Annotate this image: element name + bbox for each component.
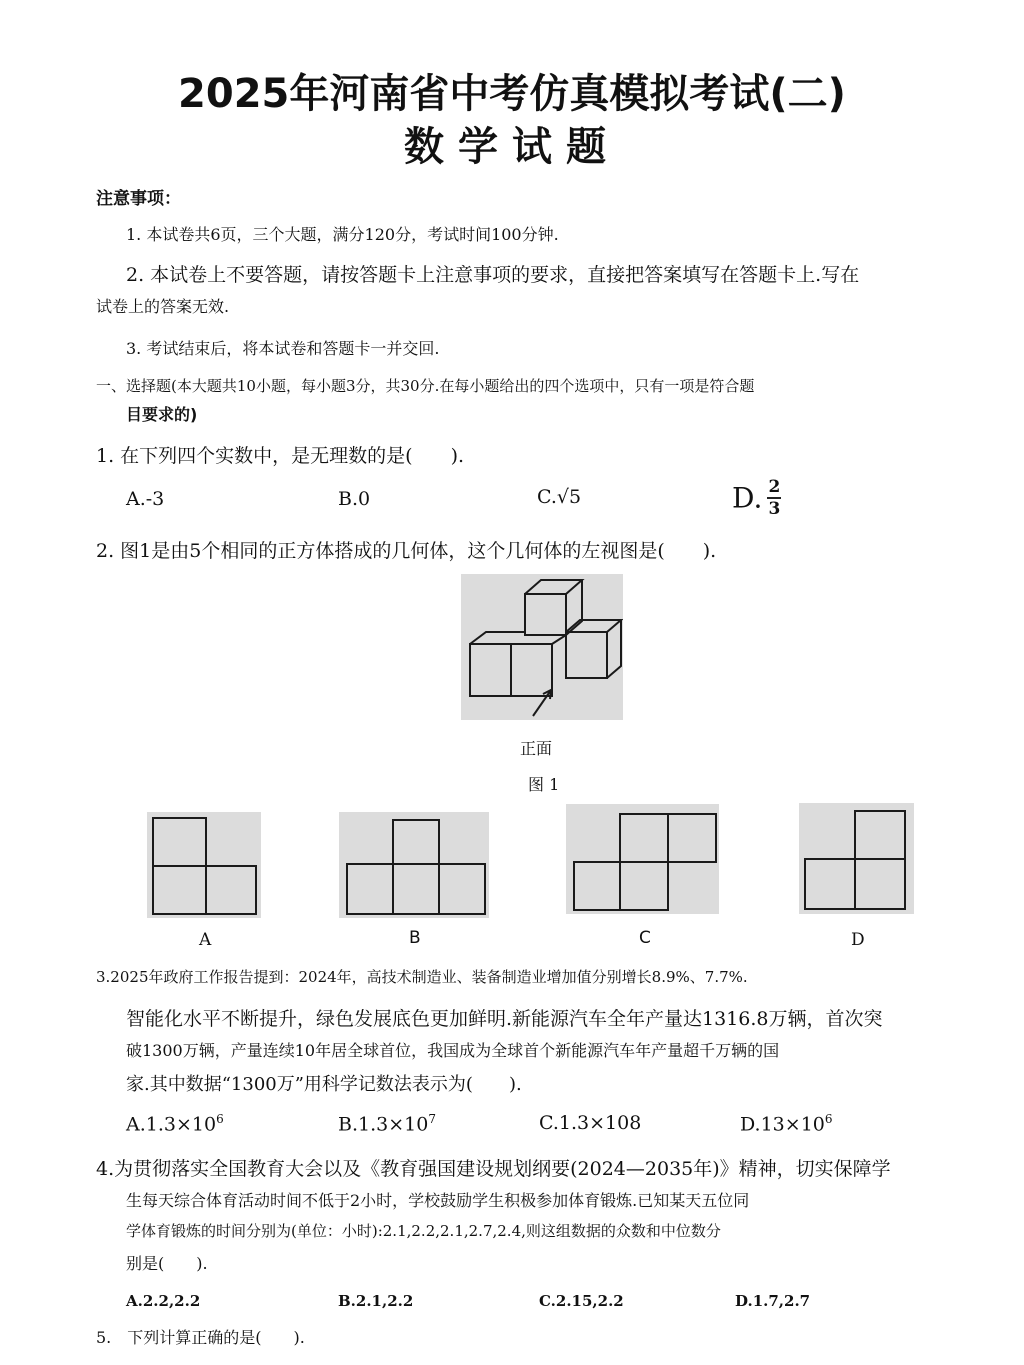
q2-option-d-figure[interactable] [799, 803, 914, 914]
question-5-stem: 5. 下列计算正确的是( ). [96, 1328, 305, 1347]
q1-option-d [732, 478, 781, 518]
q3-option-b-text: B.1.3×10 [338, 1113, 429, 1136]
fraction-denominator: 3 [768, 499, 781, 519]
q4-option-b: B.2.1,2.2 [338, 1292, 414, 1310]
notice-heading: 注意事项： [96, 189, 181, 209]
question-4-line-3: 学体育锻炼的时间分别为(单位：小时):2.1,2.2,2.1,2.7,2.4,则这组数据的众数和中位数分 [126, 1222, 721, 1240]
q3-option-d-text: D.13×10 [740, 1113, 825, 1136]
figure-1-cubes [461, 574, 623, 720]
fraction-numerator: 2 [768, 477, 781, 497]
q3-option-a-exponent: 6 [216, 1112, 224, 1126]
q1-option-d-fraction [767, 478, 781, 518]
q1-option-d-label: D. [732, 481, 763, 515]
notice-item-1: 1. 本试卷共6页，三个大题，满分120分，考试时间100分钟. [126, 225, 559, 244]
q3-option-d [740, 1112, 833, 1135]
question-4-line-1: 4.为贯彻落实全国教育大会以及《教育强国建设规划纲要(2024—2035年)》精神，切实保障学 [96, 1158, 891, 1180]
section-heading: 一、选择题(本大题共10小题，每小题3分，共30分.在每小题给出的四个选项中，只有一项是符合题 [96, 377, 755, 395]
section-heading-cont: 目要求的) [126, 405, 198, 424]
q1-option-b: B.0 [338, 488, 371, 510]
q3-option-c: C.1.3×108 [539, 1112, 642, 1134]
exam-subtitle: 数学试题 [404, 124, 620, 170]
q3-option-b-exponent: 7 [428, 1112, 436, 1126]
q3-option-d-exponent: 6 [824, 1112, 833, 1126]
q4-option-d: D.1.7,2.7 [735, 1292, 811, 1310]
exam-title: 2025年河南省中考仿真模拟考试(二) [178, 71, 846, 117]
question-3-line-3: 破1300万辆，产量连续10年居全球首位，我国成为全球首个新能源汽车年产量超千万辆的国 [126, 1041, 780, 1060]
q4-option-c: C.2.15,2.2 [539, 1292, 624, 1310]
front-label: 正面 [520, 739, 553, 758]
q1-option-c: C.√5 [537, 486, 582, 508]
q2-option-a-label: A [199, 930, 212, 950]
question-2-stem: 2. 图1是由5个相同的正方体搭成的几何体，这个几何体的左视图是( ). [96, 540, 717, 562]
question-3-line-1: 3.2025年政府工作报告提到：2024年，高技术制造业、装备制造业增加值分别增长8.9%、7.7%. [96, 968, 748, 986]
question-1-stem: 1. 在下列四个实数中，是无理数的是( ). [96, 445, 465, 467]
q2-option-c-figure[interactable] [566, 804, 719, 914]
q1-option-a: A.-3 [126, 488, 165, 510]
q2-option-d-label: D [851, 930, 865, 950]
question-3-line-2: 智能化水平不断提升，绿色发展底色更加鲜明.新能源汽车全年产量达1316.8万辆，首次突 [126, 1008, 883, 1030]
question-4-line-4: 别是( ). [126, 1254, 208, 1273]
q2-option-b-label: B [409, 928, 421, 948]
notice-item-3: 3. 考试结束后，将本试卷和答题卡一并交回. [126, 339, 440, 358]
figure-1-caption: 图 1 [528, 775, 560, 794]
q2-option-b-figure[interactable] [339, 812, 489, 918]
q3-option-a [126, 1112, 224, 1135]
q3-option-b [338, 1112, 436, 1135]
question-3-line-4: 家.其中数据“1300万”用科学记数法表示为( ). [126, 1074, 522, 1095]
q3-option-a-text: A.1.3×10 [126, 1113, 217, 1136]
q2-option-c-label: C [639, 928, 651, 948]
q2-option-a-figure[interactable] [147, 812, 261, 918]
notice-item-2-cont: 试卷上的答案无效. [96, 297, 230, 316]
notice-item-2: 2. 本试卷上不要答题，请按答题卡上注意事项的要求，直接把答案填写在答题卡上.写在 [126, 264, 860, 286]
q4-option-a: A.2.2,2.2 [126, 1292, 201, 1310]
question-4-line-2: 生每天综合体育活动时间不低于2小时，学校鼓励学生积极参加体育锻炼.已知某天五位同 [126, 1191, 750, 1210]
